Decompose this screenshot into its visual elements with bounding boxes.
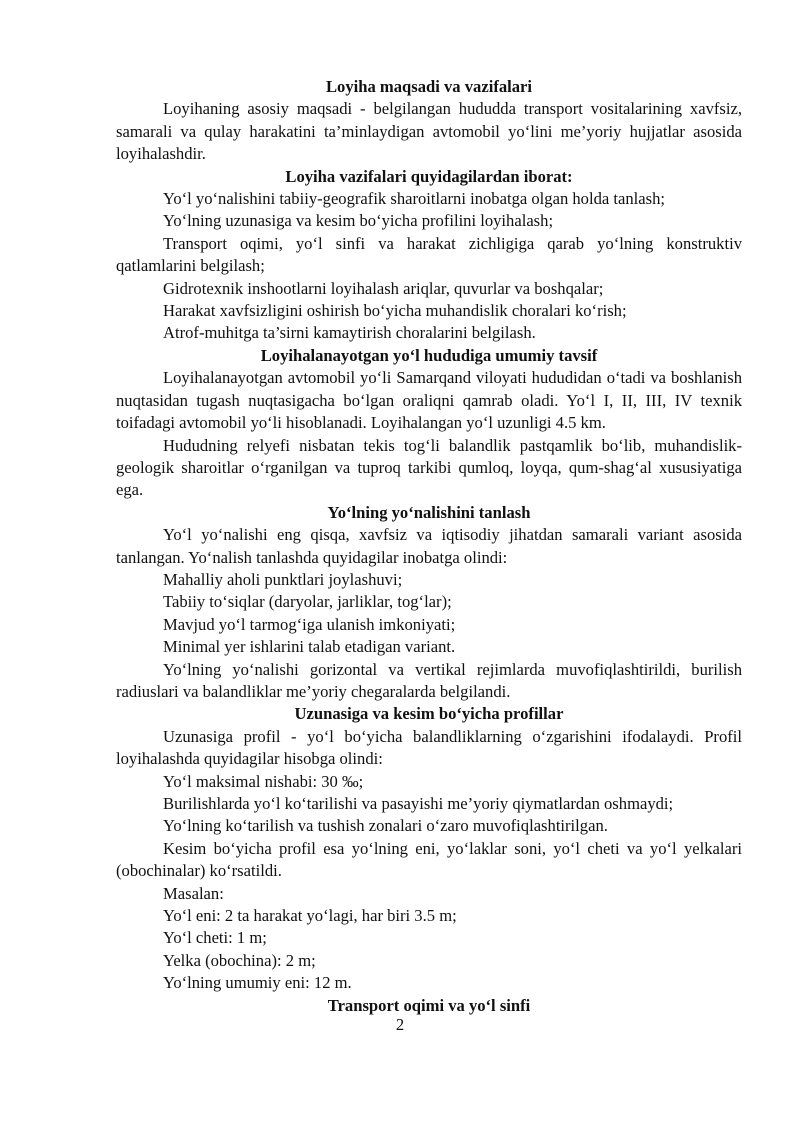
list-item: Yo‘lning umumiy eni: 12 m. [163,973,352,993]
section-heading: Loyiha vazifalari quyidagilardan iborat: [285,166,573,186]
list-item: Harakat xavfsizligini oshirish bo‘yicha muhandislik choralari ko‘rish; [163,301,627,321]
section-heading: Loyihalanayotgan yo‘l hududiga umumiy tavsif [260,345,598,365]
paragraph: Hududning relyefi nisbatan tekis tog‘li balandlik pastqamlik bo‘lib, muhandislik-geologik sharoitlar o‘rganilgan va tuproq tarkibi qumloq, loyqa, qum-shag‘al xususiyatiga ega. [116,435,742,500]
list-item: Yo‘l yo‘nalishini tabiiy-geografik sharoitlarni inobatga olgan holda tanlash; [163,189,666,209]
section-heading: Loyiha maqsadi va vazifalari [325,77,533,96]
list-item: Yo‘lning ko‘tarilish va tushish zonalari o‘zaro muvofiqlashtirilgan. [163,816,608,836]
page-number: 2 [395,1015,405,1034]
list-item: Yo‘l cheti: 1 m; [163,928,267,948]
section-heading: Uzunasiga va kesim bo‘yicha profillar [294,704,564,724]
list-item: Atrof-muhitga ta’sirni kamaytirish choralarini belgilash. [163,323,536,343]
paragraph: Yo‘l yo‘nalishi eng qisqa, xavfsiz va iqtisodiy jihatdan samarali variant asosida tanlangan. Yo‘nalish tanlashda quyidagilar inobatga olindi: [116,525,742,567]
list-item: Minimal yer ishlarini talab etadigan variant. [163,637,456,657]
list-item: Tabiiy to‘siqlar (daryolar, jarliklar, tog‘lar); [163,592,452,612]
list-item: Transport oqimi, yo‘l sinfi va harakat zichligiga qarab yo‘lning konstruktiv qatlamlarini belgilash; [116,233,742,276]
list-item: Yo‘l eni: 2 ta harakat yo‘lagi, har biri 3.5 m; [163,906,457,926]
list-item: Mahalliy aholi punktlari joylashuvi; [163,569,403,589]
paragraph: Uzunasiga profil - yo‘l bo‘yicha balandliklarning o‘zgarishini ifodalaydi. Profil loyihalashda quyidagilar hisobga olindi: [116,726,742,769]
list-item: Burilishlarda yo‘l ko‘tarilishi va pasayishi me’yoriy qiymatlardan oshmaydi; [163,794,674,813]
paragraph: Kesim bo‘yicha profil esa yo‘lning eni, yo‘laklar soni, yo‘l cheti va yo‘l yelkalari (obochinalar) ko‘rsatildi. [116,838,742,881]
list-item: Mavjud yo‘l tarmog‘iga ulanish imkoniyati; [163,614,456,634]
paragraph: Loyihalanayotgan avtomobil yo‘li Samarqand viloyati hududidan o‘tadi va boshlanish nuqtasidan tugash nuqtasigacha bo‘lgan oraliqni qamrab oladi. Yo‘l I, II, III, IV texnik toifadagi avtomobil yo‘li hisoblanadi. Loyihalangan yo‘l uzunligi 4.5 km. [116,368,742,433]
list-item: Yelka (obochina): 2 m; [163,950,316,970]
list-item: Masalan: [163,883,224,903]
section-heading: Yo‘lning yo‘nalishini tanlash [327,502,531,522]
document-page [116,76,742,1017]
paragraph: Loyihaning asosiy maqsadi - belgilangan hududda transport vositalarining xavfsiz, samarali va qulay harakatini ta’minlaydigan avtomobil yo‘lini me’yoriy hujjatlar asosida loyihalashdir. [116,99,742,164]
list-item: Gidrotexnik inshootlarni loyihalash ariqlar, quvurlar va boshqalar; [163,278,604,298]
paragraph: Yo‘lning yo‘nalishi gorizontal va vertikal rejimlarda muvofiqlashtirildi, burilish radiuslari va balandliklar me’yoriy chegaralarda belgilandi. [116,659,742,701]
list-item: Yo‘l maksimal nishabi: 30 ‰; [163,771,364,791]
section-heading: Transport oqimi va yo‘l sinfi [327,995,531,1015]
list-item: Yo‘lning uzunasiga va kesim bo‘yicha profilini loyihalash; [163,211,554,231]
